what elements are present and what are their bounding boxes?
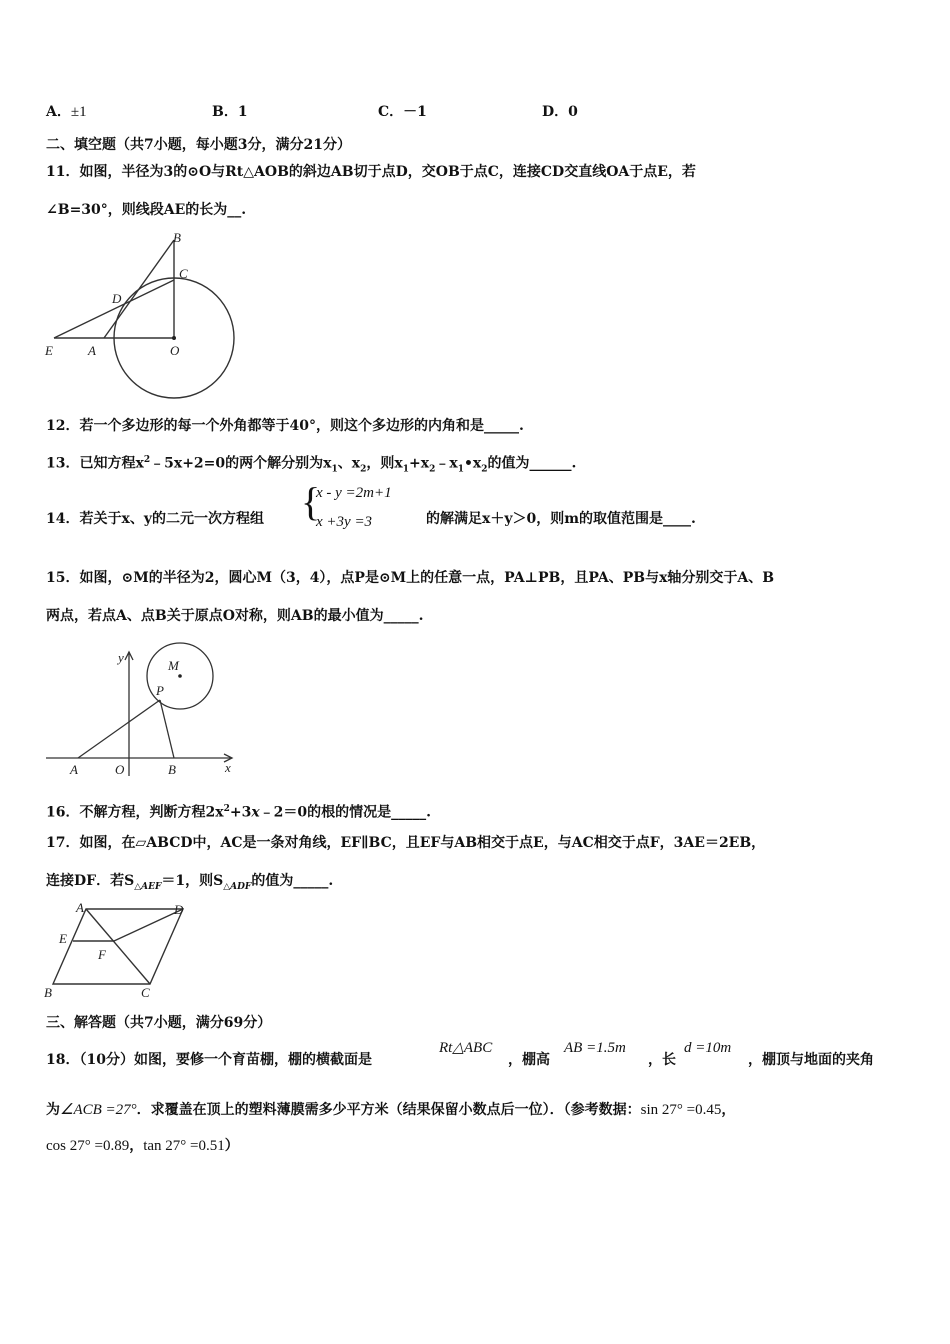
fig15-label-o: O bbox=[115, 762, 125, 777]
fig17-label-d: D bbox=[174, 902, 184, 917]
q18-d-value: d =10m bbox=[684, 1040, 732, 1056]
fig17-label-a: A bbox=[76, 900, 84, 915]
q14-equation-1: x - y =2m+1 bbox=[316, 485, 392, 501]
q17-line1: 17．如图，在▱ABCD中，AC是一条对角线，EF∥BC，且EF与AB相交于点E，与AC相交于点F，3AE＝2EB， bbox=[46, 835, 766, 851]
q11-line2: ∠B=30°，则线段AE的长为__. bbox=[46, 202, 247, 218]
fig15-label-b: B bbox=[168, 762, 176, 777]
system-brace: { bbox=[301, 479, 321, 524]
fig11-label-d: D bbox=[112, 291, 122, 306]
q18-length-label: ，长 bbox=[648, 1052, 676, 1068]
fig17-label-c: C bbox=[141, 985, 150, 1000]
fig11-label-b: B bbox=[173, 232, 181, 245]
q18-angle-label: ，棚顶与地面的夹角 bbox=[748, 1052, 874, 1068]
section2-title: 二、填空题（共7小题，每小题3分，满分21分） bbox=[46, 137, 351, 153]
fig11-label-c: C bbox=[179, 266, 188, 281]
q18-height-label: ，棚高 bbox=[508, 1052, 550, 1068]
section3-title: 三、解答题（共7小题，满分69分） bbox=[46, 1015, 272, 1031]
q17-figure bbox=[40, 898, 200, 1002]
fig15-label-a: A bbox=[70, 762, 78, 777]
q11-line1: 11．如图，半径为3的⊙O与Rt△AOB的斜边AB切于点D，交OB于点C，连接CD交直线OA于点E，若 bbox=[46, 164, 696, 180]
fig15-label-p: P bbox=[156, 683, 164, 698]
q12-text: 12．若一个多边形的每一个外角都等于40°，则这个多边形的内角和是_____. bbox=[46, 418, 524, 434]
q18-line3: cos 27° =0.89，tan 27° =0.51） bbox=[46, 1138, 239, 1154]
fig17-label-e: E bbox=[59, 931, 67, 946]
q14-equation-2: x +3y =3 bbox=[316, 514, 373, 530]
q14-suffix: 的解满足x＋y＞0，则m的取值范围是____. bbox=[426, 511, 696, 527]
q18-line2: 为∠ACB =27°．求覆盖在顶上的塑料薄膜需多少平方米（结果保留小数点后一位）．（参考数据：sin 27° =0.45， bbox=[46, 1102, 736, 1118]
q15-figure bbox=[40, 640, 250, 785]
fig17-label-b: B bbox=[44, 985, 52, 1000]
q14-prefix: 14．若关于x、y的二元一次方程组 bbox=[46, 511, 264, 527]
q17-line2: 连接DF．若$S_{\triangle AEF}=1$，则$S_{\triangle ADF}$的值为_____. bbox=[46, 873, 334, 892]
option-d: D．0 bbox=[542, 104, 578, 120]
q16-text: 16．不解方程，判断方程$2x^2+3x﹣2=0$的根的情况是_____. bbox=[46, 804, 432, 821]
fig11-label-a: A bbox=[88, 343, 96, 358]
q18-rt-abc: Rt△ABC bbox=[439, 1040, 493, 1056]
fig15-label-m: M bbox=[168, 658, 179, 673]
fig15-label-x: x bbox=[225, 760, 231, 775]
q18-ab-value: AB =1.5m bbox=[564, 1040, 626, 1056]
option-b: B．1 bbox=[212, 104, 248, 120]
fig17-label-f: F bbox=[98, 947, 106, 962]
fig11-label-e: E bbox=[45, 343, 53, 358]
fig11-label-o: O bbox=[170, 343, 180, 358]
q11-figure bbox=[40, 232, 240, 402]
q15-line2: 两点，若点A、点B关于原点O对称，则AB的最小值为_____. bbox=[46, 608, 424, 624]
q13-text: 13．已知方程$x^2﹣5x+2=0$的两个解分别为$x_1$、$x_2$，则$x_1+x_2﹣x_1•x_2$的值为______. bbox=[46, 455, 577, 475]
fig15-label-y: y bbox=[118, 650, 124, 665]
q18-prefix: 18．（10分）如图，要修一个育苗棚，棚的横截面是 bbox=[46, 1052, 372, 1068]
q15-line1: 15．如图，⊙M的半径为2，圆心M（3，4），点P是⊙M上的任意一点，PA⊥PB，且PA、PB与x轴分别交于A、B bbox=[46, 570, 775, 586]
q10-options bbox=[46, 102, 646, 122]
option-a: A．±1 bbox=[46, 104, 87, 120]
option-c: C．－1 bbox=[378, 104, 427, 120]
